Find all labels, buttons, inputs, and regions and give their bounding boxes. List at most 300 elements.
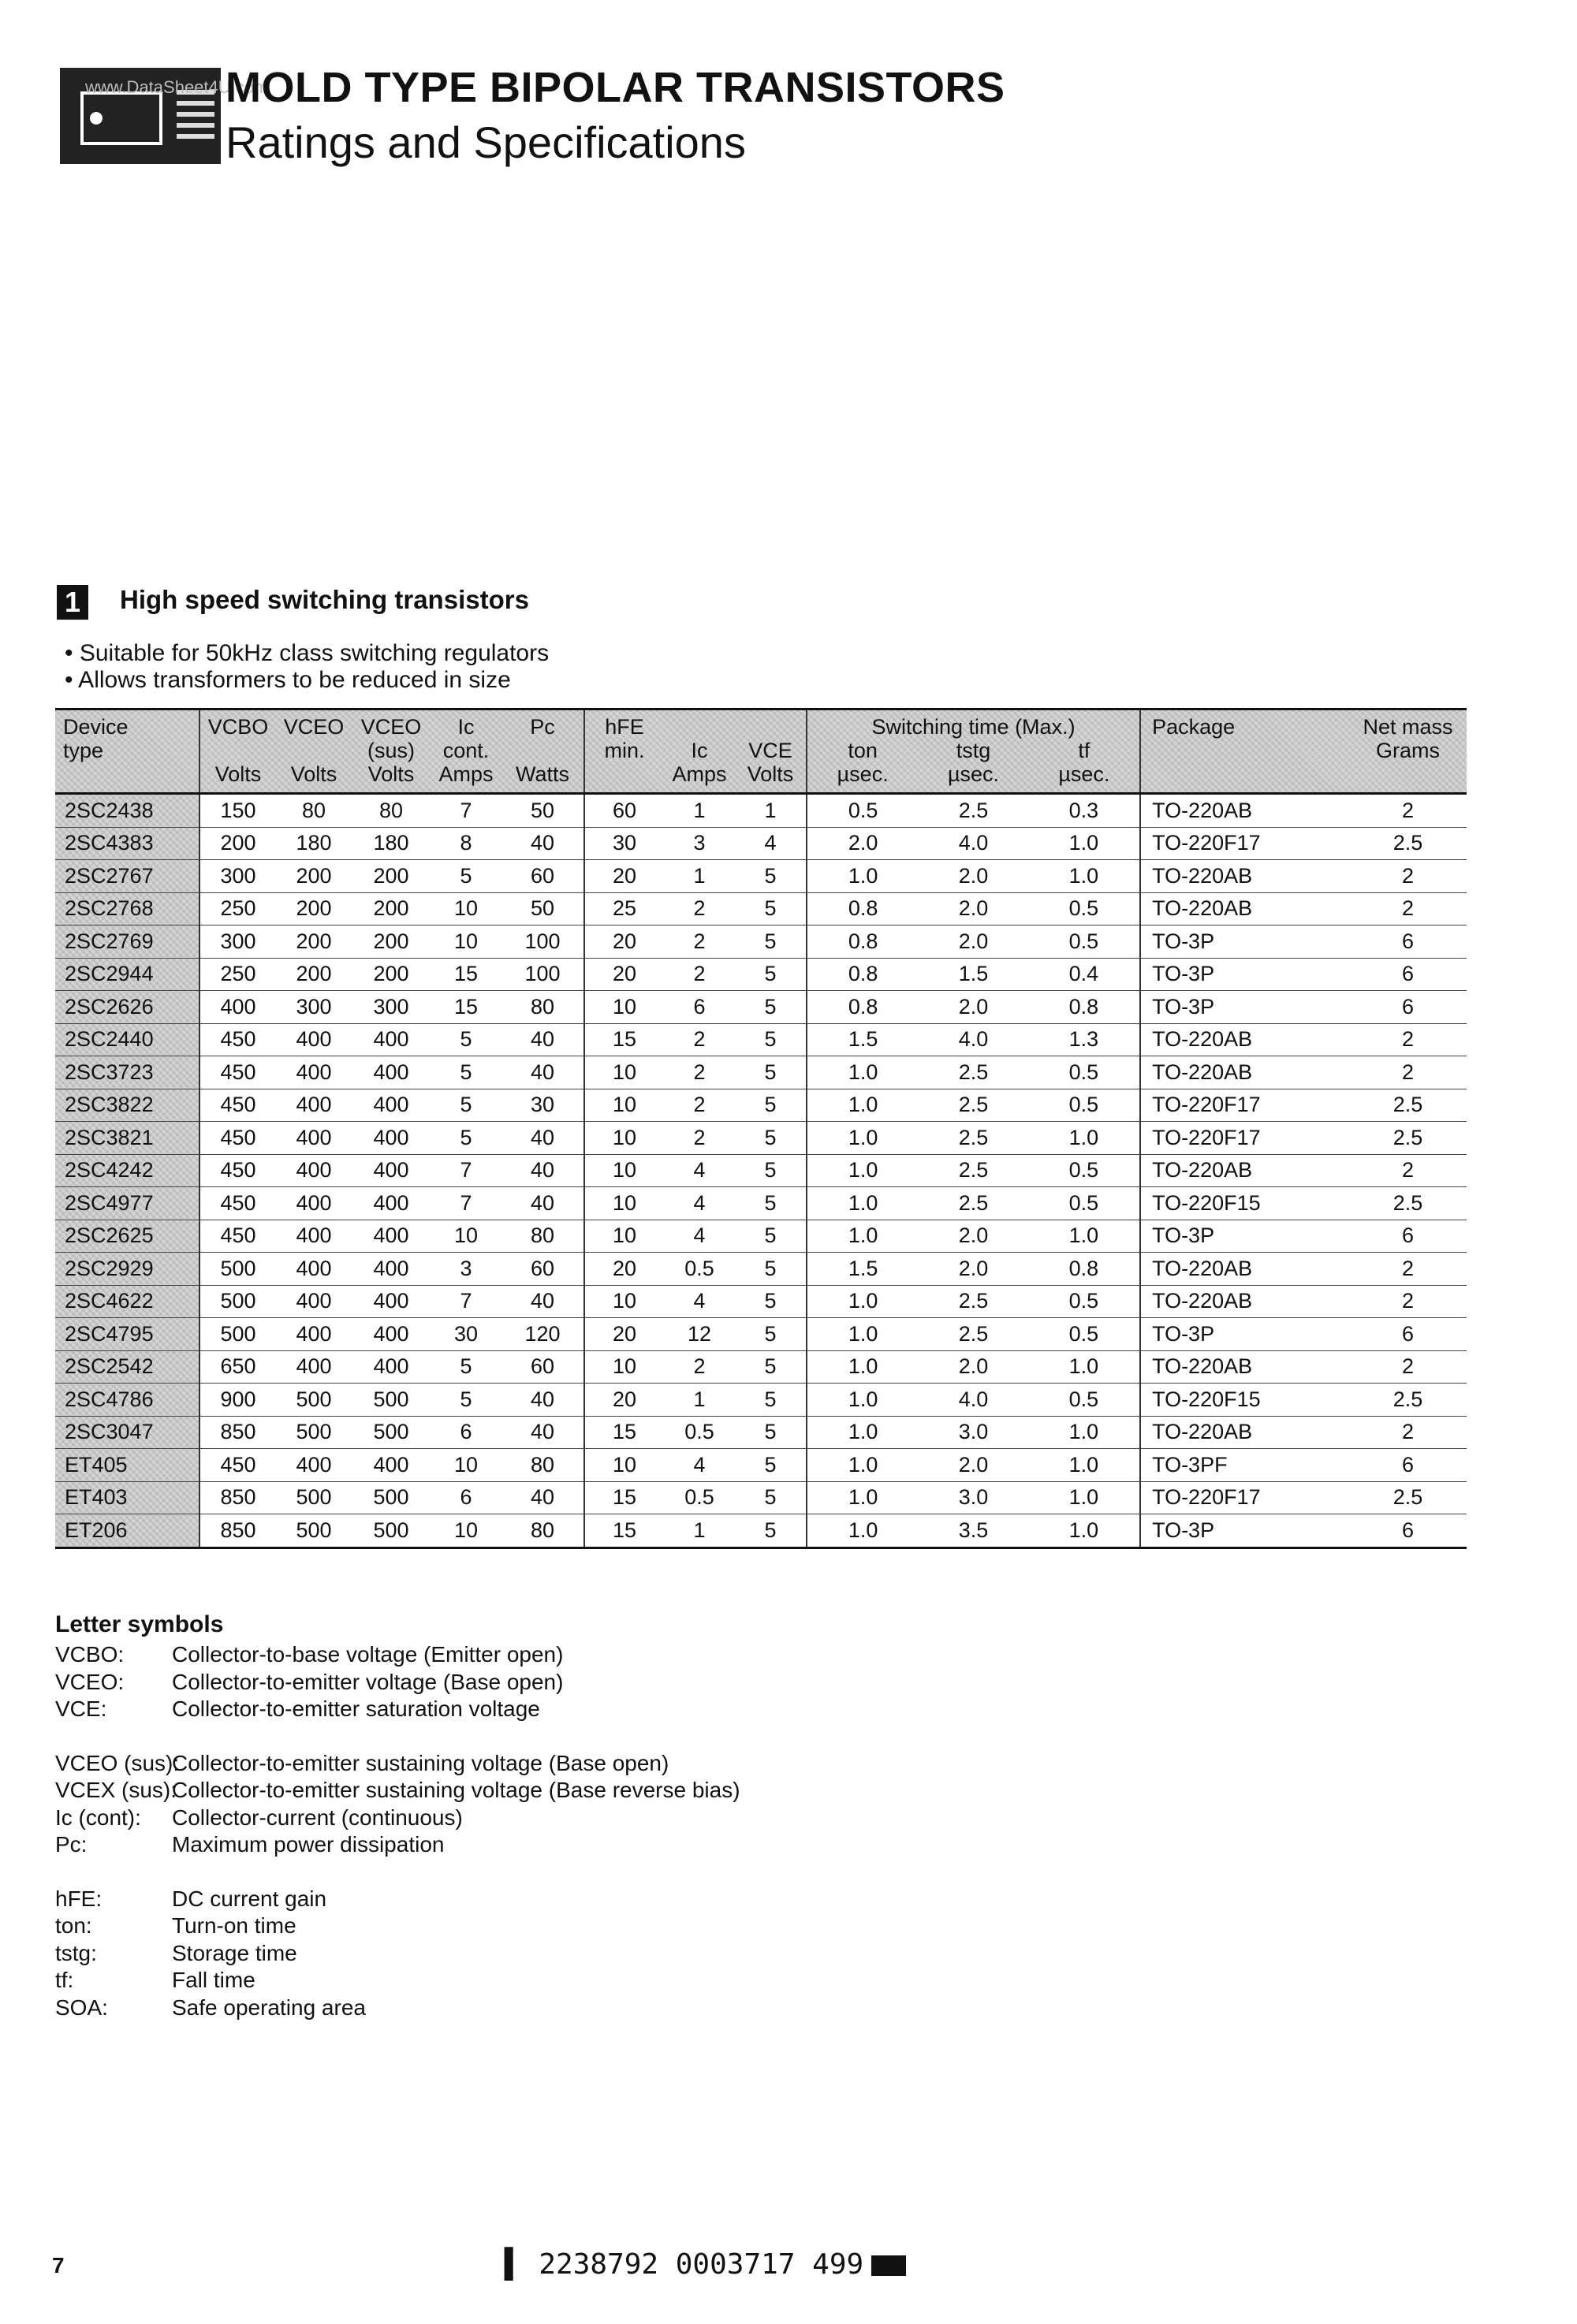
spec-table: [55, 708, 1467, 1549]
table-cell: 2: [664, 1023, 735, 1056]
symbol: VCEO:: [55, 1669, 125, 1694]
table-cell: 0.5: [807, 794, 919, 828]
table-cell: 450: [199, 1023, 276, 1056]
table-cell: 40: [501, 827, 584, 860]
table-cell: 180: [276, 827, 352, 860]
table-row: [55, 1187, 1467, 1220]
table-cell: 0.8: [1028, 1253, 1140, 1286]
table-cell: 500: [352, 1481, 431, 1514]
table-cell: 2: [1349, 1056, 1467, 1089]
table-cell: 450: [199, 1122, 276, 1155]
table-cell: 60: [501, 1350, 584, 1384]
footer-code-block: [871, 2255, 906, 2276]
table-cell: 0.5: [1028, 1187, 1140, 1220]
table-cell: 5: [735, 1154, 807, 1187]
letter-symbol-row: [55, 1641, 740, 1669]
symbol: tf:: [55, 1968, 74, 1992]
table-cell: 400: [199, 991, 276, 1024]
table-cell: 5: [735, 1187, 807, 1220]
table-cell: 2: [664, 958, 735, 991]
table-row: [55, 860, 1467, 893]
device-type-cell: 2SC2542: [55, 1350, 199, 1384]
table-cell: 5: [431, 1056, 501, 1089]
table-cell: 1.0: [807, 1122, 919, 1155]
table-cell: 1.0: [1028, 1514, 1140, 1548]
table-cell: 300: [199, 926, 276, 959]
table-cell: 1.0: [807, 1187, 919, 1220]
header-tf: tf: [1078, 739, 1090, 762]
table-row: [55, 827, 1467, 860]
table-cell: 10: [431, 1514, 501, 1548]
table-cell: 5: [735, 860, 807, 893]
header-pc: Pc Watts: [515, 715, 569, 786]
header-package: Package: [1140, 709, 1349, 794]
table-cell: 60: [501, 860, 584, 893]
table-cell: 300: [352, 991, 431, 1024]
table-cell: 2.5: [1349, 1089, 1467, 1122]
table-cell: 10: [584, 1449, 664, 1482]
table-cell: 1.0: [1028, 1416, 1140, 1449]
table-cell: 40: [501, 1122, 584, 1155]
symbol-description: Fall time: [172, 1968, 255, 1992]
table-cell: 400: [352, 1350, 431, 1384]
table-cell: 50: [501, 892, 584, 926]
table-cell: 5: [735, 1384, 807, 1417]
package-cell: TO-3P: [1140, 926, 1349, 959]
table-cell: 2.0: [919, 1253, 1028, 1286]
table-cell: 15: [431, 958, 501, 991]
table-cell: 50: [501, 794, 584, 828]
table-cell: 5: [735, 1285, 807, 1318]
table-cell: 0.5: [664, 1481, 735, 1514]
table-cell: 80: [276, 794, 352, 828]
group-spacer: [55, 1723, 740, 1750]
header-device: Device type: [63, 715, 129, 762]
table-header-row: [55, 709, 1467, 794]
table-cell: 400: [276, 1449, 352, 1482]
table-cell: 1.0: [807, 1384, 919, 1417]
table-cell: 2: [664, 892, 735, 926]
table-cell: 20: [584, 926, 664, 959]
table-row: [55, 926, 1467, 959]
symbol-description: Collector-to-emitter voltage (Base open): [172, 1669, 564, 1694]
device-type-cell: 2SC3821: [55, 1122, 199, 1155]
table-cell: 7: [431, 1154, 501, 1187]
letter-symbol-row: [55, 1912, 740, 1940]
table-cell: 30: [431, 1318, 501, 1351]
letter-symbol-row: [55, 1940, 740, 1968]
table-cell: 15: [431, 991, 501, 1024]
letter-symbols: [55, 1611, 740, 2021]
table-cell: 2.5: [919, 1056, 1028, 1089]
table-cell: 5: [735, 1056, 807, 1089]
table-cell: 6: [1349, 926, 1467, 959]
table-cell: 20: [584, 958, 664, 991]
table-cell: 0.5: [1028, 1384, 1140, 1417]
symbol: SOA:: [55, 1994, 108, 2020]
table-cell: 450: [199, 1449, 276, 1482]
table-cell: 10: [431, 1449, 501, 1482]
table-row: [55, 1285, 1467, 1318]
table-cell: 60: [584, 794, 664, 828]
table-cell: 0.8: [1028, 991, 1140, 1024]
table-cell: 2: [1349, 794, 1467, 828]
header-vcbo: VCBO Volts: [199, 709, 276, 794]
page-number: 7: [52, 2253, 65, 2277]
device-type-cell: ET405: [55, 1449, 199, 1482]
bullet-item: • Allows transformers to be reduced in size: [65, 667, 511, 693]
table-cell: 12: [664, 1318, 735, 1351]
table-cell: 450: [199, 1187, 276, 1220]
table-cell: 0.5: [1028, 1318, 1140, 1351]
package-cell: TO-3P: [1140, 1220, 1349, 1253]
table-row: [55, 1220, 1467, 1253]
table-cell: 400: [276, 1285, 352, 1318]
table-cell: 7: [431, 1285, 501, 1318]
table-cell: 400: [276, 1154, 352, 1187]
device-type-cell: 2SC2626: [55, 991, 199, 1024]
table-cell: 5: [431, 860, 501, 893]
header-hfe: hFE min.: [584, 709, 664, 794]
table-row: [55, 1089, 1467, 1122]
table-cell: 1.0: [807, 860, 919, 893]
table-row: [55, 794, 1467, 828]
table-cell: 6: [431, 1481, 501, 1514]
table-cell: 10: [431, 892, 501, 926]
table-cell: 400: [276, 1023, 352, 1056]
table-cell: 400: [352, 1089, 431, 1122]
table-cell: 80: [501, 991, 584, 1024]
table-cell: 2.5: [919, 1318, 1028, 1351]
letter-symbol-row: [55, 1886, 740, 1913]
table-cell: 30: [584, 827, 664, 860]
table-cell: 400: [352, 1285, 431, 1318]
table-cell: 120: [501, 1318, 584, 1351]
table-cell: 5: [735, 1318, 807, 1351]
symbol-description: Turn-on time: [172, 1913, 296, 1938]
table-cell: 1: [664, 794, 735, 828]
symbol-description: DC current gain: [172, 1886, 327, 1911]
table-cell: 20: [584, 1318, 664, 1351]
table-cell: 80: [501, 1514, 584, 1548]
table-cell: 500: [276, 1481, 352, 1514]
table-cell: 400: [352, 1187, 431, 1220]
table-cell: 40: [501, 1056, 584, 1089]
table-cell: 400: [276, 1122, 352, 1155]
table-row: [55, 1481, 1467, 1514]
table-cell: 8: [431, 827, 501, 860]
table-row: [55, 892, 1467, 926]
device-type-cell: 2SC4242: [55, 1154, 199, 1187]
device-type-cell: 2SC3723: [55, 1056, 199, 1089]
header-ton: ton: [848, 739, 878, 762]
logo-bars: [177, 90, 214, 143]
table-cell: 0.8: [807, 991, 919, 1024]
table-cell: 2: [664, 1122, 735, 1155]
table-cell: 1.0: [807, 1514, 919, 1548]
package-cell: TO-220F15: [1140, 1187, 1349, 1220]
table-cell: 2.5: [919, 1187, 1028, 1220]
table-cell: 2.0: [919, 892, 1028, 926]
package-cell: TO-3PF: [1140, 1449, 1349, 1482]
table-cell: 850: [199, 1481, 276, 1514]
table-cell: 10: [584, 1122, 664, 1155]
table-cell: 80: [352, 794, 431, 828]
table-cell: 5: [735, 1481, 807, 1514]
device-type-cell: 2SC3047: [55, 1416, 199, 1449]
header-ic-amps: Ic Amps: [672, 739, 727, 786]
table-cell: 1.0: [1028, 1449, 1140, 1482]
table-cell: 40: [501, 1285, 584, 1318]
table-cell: 180: [352, 827, 431, 860]
table-cell: 1.0: [1028, 827, 1140, 860]
table-cell: 0.5: [1028, 1056, 1140, 1089]
table-cell: 4.0: [919, 1023, 1028, 1056]
table-cell: 400: [352, 1253, 431, 1286]
package-cell: TO-220F17: [1140, 1089, 1349, 1122]
device-type-cell: 2SC4622: [55, 1285, 199, 1318]
table-cell: 200: [276, 958, 352, 991]
table-cell: 60: [501, 1253, 584, 1286]
logo-dot: [90, 112, 103, 125]
symbol-description: Collector-to-emitter sustaining voltage (Base open): [172, 1750, 669, 1775]
table-cell: 2.0: [919, 991, 1028, 1024]
device-type-cell: 2SC2767: [55, 860, 199, 893]
table-cell: 80: [501, 1449, 584, 1482]
header-ic-cont: Ic cont. Amps: [438, 715, 494, 786]
table-cell: 400: [352, 1056, 431, 1089]
table-cell: 25: [584, 892, 664, 926]
device-type-cell: 2SC2625: [55, 1220, 199, 1253]
table-cell: 2.5: [919, 794, 1028, 828]
table-cell: 3: [431, 1253, 501, 1286]
header-tstg: tstg: [956, 739, 991, 762]
table-cell: 10: [584, 1285, 664, 1318]
symbol: VCEO (sus):: [55, 1750, 180, 1775]
table-cell: 2: [1349, 1023, 1467, 1056]
table-cell: 1.5: [919, 958, 1028, 991]
table-cell: 850: [199, 1416, 276, 1449]
table-cell: 1: [735, 794, 807, 828]
table-row: [55, 1122, 1467, 1155]
device-type-cell: 2SC4786: [55, 1384, 199, 1417]
device-type-cell: 2SC2769: [55, 926, 199, 959]
table-cell: 3.5: [919, 1514, 1028, 1548]
table-cell: 10: [584, 1089, 664, 1122]
table-cell: 4: [735, 827, 807, 860]
device-type-cell: 2SC4383: [55, 827, 199, 860]
table-cell: 1.5: [807, 1253, 919, 1286]
table-cell: 400: [276, 1350, 352, 1384]
table-cell: 7: [431, 794, 501, 828]
table-cell: 40: [501, 1154, 584, 1187]
package-cell: TO-220AB: [1140, 1285, 1349, 1318]
symbol-description: Collector-current (continuous): [172, 1804, 463, 1830]
table-cell: 400: [276, 1318, 352, 1351]
table-cell: 40: [501, 1481, 584, 1514]
table-cell: 500: [199, 1318, 276, 1351]
table-cell: 6: [1349, 958, 1467, 991]
table-cell: 1: [664, 1514, 735, 1548]
table-cell: 10: [584, 1154, 664, 1187]
symbol: Pc:: [55, 1832, 88, 1857]
package-cell: TO-220AB: [1140, 860, 1349, 893]
table-cell: 500: [276, 1384, 352, 1417]
table-cell: 200: [276, 926, 352, 959]
table-cell: 100: [501, 958, 584, 991]
section-number-badge: 1: [57, 585, 88, 620]
table-cell: 5: [735, 1023, 807, 1056]
table-cell: 10: [584, 1220, 664, 1253]
device-type-cell: 2SC2944: [55, 958, 199, 991]
table-cell: 2.5: [1349, 1122, 1467, 1155]
table-row: [55, 1253, 1467, 1286]
table-cell: 4.0: [919, 827, 1028, 860]
table-cell: 4: [664, 1285, 735, 1318]
table-cell: 5: [735, 1220, 807, 1253]
table-cell: 300: [199, 860, 276, 893]
device-type-cell: 2SC2438: [55, 794, 199, 828]
table-cell: 5: [431, 1023, 501, 1056]
table-cell: 250: [199, 958, 276, 991]
table-row: [55, 958, 1467, 991]
table-cell: 1.0: [807, 1416, 919, 1449]
table-cell: 5: [431, 1384, 501, 1417]
table-cell: 3.0: [919, 1416, 1028, 1449]
footer-code-mark: ▌: [505, 2248, 539, 2281]
table-cell: 1.0: [807, 1056, 919, 1089]
table-cell: 1.0: [807, 1449, 919, 1482]
table-cell: 0.5: [1028, 1285, 1140, 1318]
table-cell: 10: [431, 1220, 501, 1253]
table-cell: 1.0: [807, 1220, 919, 1253]
table-cell: 1.0: [807, 1350, 919, 1384]
table-cell: 15: [584, 1481, 664, 1514]
letter-symbol-row: [55, 1750, 740, 1778]
table-cell: 0.5: [1028, 1089, 1140, 1122]
table-cell: 1: [664, 1384, 735, 1417]
table-cell: 10: [584, 1056, 664, 1089]
table-cell: 0.3: [1028, 794, 1140, 828]
page-title: MOLD TYPE BIPOLAR TRANSISTORS: [226, 64, 1005, 111]
table-cell: 2: [1349, 892, 1467, 926]
table-cell: 5: [431, 1089, 501, 1122]
table-cell: 2.5: [1349, 1384, 1467, 1417]
table-cell: 400: [276, 1253, 352, 1286]
package-cell: TO-220AB: [1140, 892, 1349, 926]
table-cell: 2.0: [919, 860, 1028, 893]
table-row: [55, 1318, 1467, 1351]
table-cell: 400: [276, 1187, 352, 1220]
table-cell: 5: [735, 1416, 807, 1449]
symbol: hFE:: [55, 1886, 103, 1911]
letter-symbol-row: [55, 1777, 740, 1804]
device-type-cell: 2SC4795: [55, 1318, 199, 1351]
logo-watermark: www.DataSheet4U.com: [85, 77, 269, 97]
package-cell: TO-220F17: [1140, 1122, 1349, 1155]
package-cell: TO-3P: [1140, 1514, 1349, 1548]
header-switching-time: Switching time (Max.) ton µsec. tstg µsec. tf µsec.: [807, 709, 1140, 794]
symbol-description: Collector-to-emitter saturation voltage: [172, 1696, 540, 1721]
symbol: tstg:: [55, 1940, 97, 1965]
table-cell: 10: [584, 991, 664, 1024]
letter-symbol-row: [55, 1696, 740, 1723]
table-cell: 2.0: [919, 1449, 1028, 1482]
table-cell: 100: [501, 926, 584, 959]
package-cell: TO-220AB: [1140, 1056, 1349, 1089]
letter-symbol-row: [55, 1994, 740, 2022]
table-cell: 2.5: [1349, 1187, 1467, 1220]
table-cell: 2.5: [919, 1089, 1028, 1122]
symbol-description: Collector-to-base voltage (Emitter open): [172, 1642, 564, 1667]
symbol-description: Safe operating area: [172, 1994, 366, 2020]
table-cell: 400: [276, 1089, 352, 1122]
table-cell: 4: [664, 1154, 735, 1187]
table-cell: 1: [664, 860, 735, 893]
table-cell: 0.8: [807, 958, 919, 991]
table-cell: 400: [352, 1449, 431, 1482]
symbol-description: Storage time: [172, 1940, 297, 1965]
letter-symbols-heading: Letter symbols: [55, 1611, 224, 1637]
table-cell: 40: [501, 1023, 584, 1056]
table-cell: 5: [735, 1253, 807, 1286]
page-subtitle: Ratings and Specifications: [226, 117, 746, 167]
table-cell: 1.0: [807, 1154, 919, 1187]
table-row: [55, 1449, 1467, 1482]
header-vce: VCE Volts: [747, 739, 794, 786]
symbol: ton:: [55, 1913, 92, 1938]
footer-code-text: 2238792 0003717 499: [539, 2248, 864, 2281]
table-cell: 450: [199, 1056, 276, 1089]
table-cell: 150: [199, 794, 276, 828]
table-cell: 0.8: [807, 892, 919, 926]
table-cell: 6: [1349, 1318, 1467, 1351]
table-cell: 0.8: [807, 926, 919, 959]
table-cell: 5: [735, 1089, 807, 1122]
table-cell: 5: [735, 1350, 807, 1384]
table-cell: 2: [1349, 1416, 1467, 1449]
table-cell: 0.5: [664, 1416, 735, 1449]
table-cell: 5: [431, 1122, 501, 1155]
table-cell: 1.5: [807, 1023, 919, 1056]
package-cell: TO-3P: [1140, 1318, 1349, 1351]
package-cell: TO-220AB: [1140, 1416, 1349, 1449]
table-cell: 6: [1349, 1220, 1467, 1253]
table-cell: 1.0: [807, 1285, 919, 1318]
header-vceo: VCEO Volts: [283, 715, 345, 786]
table-cell: 2: [1349, 1253, 1467, 1286]
table-cell: 40: [501, 1416, 584, 1449]
table-cell: 3: [664, 827, 735, 860]
table-cell: 10: [584, 1187, 664, 1220]
table-cell: 2.5: [919, 1122, 1028, 1155]
table-cell: 400: [276, 1220, 352, 1253]
table-cell: 1.0: [1028, 1122, 1140, 1155]
table-cell: 5: [431, 1350, 501, 1384]
table-cell: 400: [352, 1220, 431, 1253]
table-cell: 5: [735, 892, 807, 926]
device-type-cell: 2SC2768: [55, 892, 199, 926]
letter-symbol-row: [55, 1967, 740, 1994]
table-row: [55, 991, 1467, 1024]
table-cell: 2: [664, 1056, 735, 1089]
section-title: High speed switching transistors: [120, 585, 529, 614]
table-cell: 0.5: [1028, 926, 1140, 959]
table-row: [55, 1350, 1467, 1384]
letter-symbols-list: [55, 1641, 740, 2021]
table-cell: 0.5: [664, 1253, 735, 1286]
letter-symbol-row: [55, 1669, 740, 1696]
